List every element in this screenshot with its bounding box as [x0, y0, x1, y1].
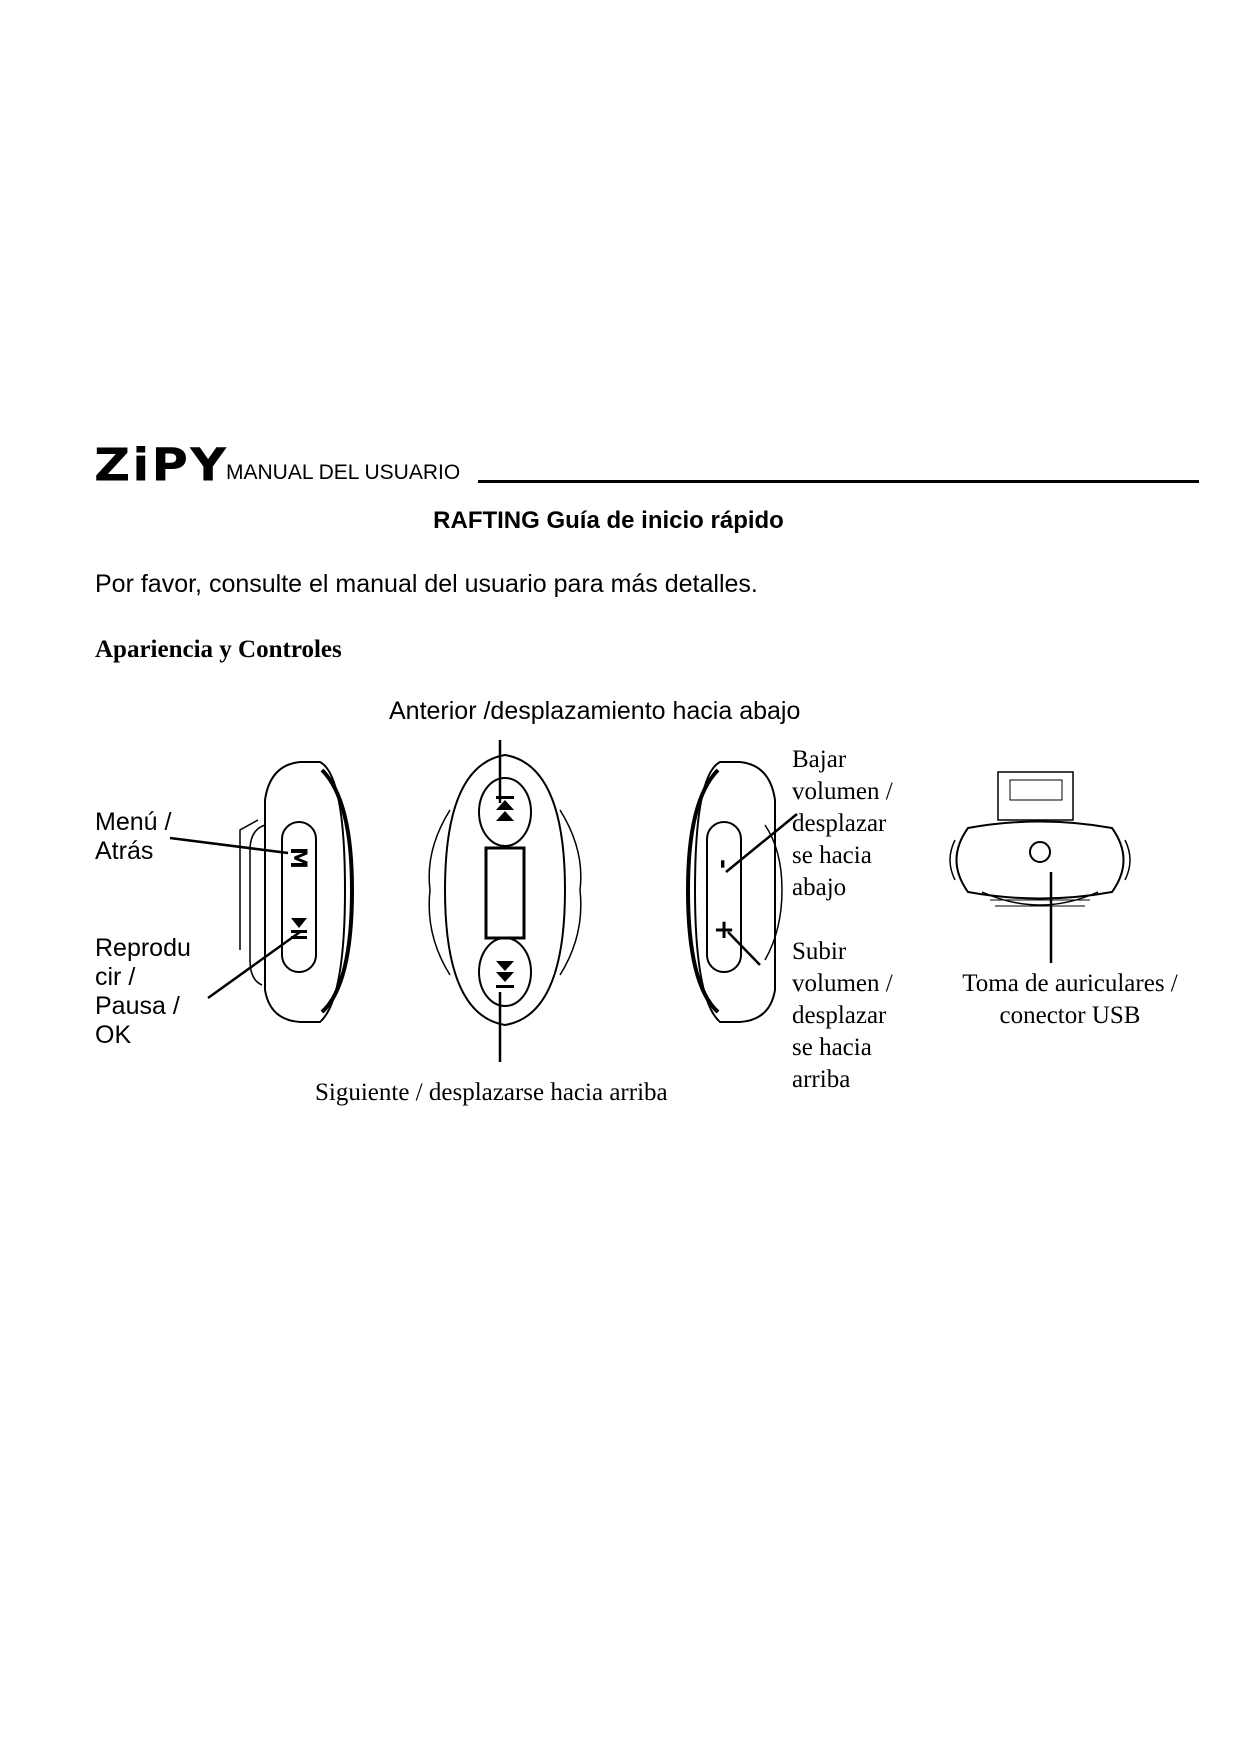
volume-minus-icon: - — [710, 859, 738, 869]
front-view — [429, 755, 581, 1025]
label-bajar-line: Bajar — [792, 746, 847, 773]
next-icon — [496, 961, 514, 988]
label-bajar-line: abajo — [792, 874, 847, 901]
left-side-view — [240, 762, 352, 1022]
label-siguiente: Siguiente / desplazarse hacia arriba — [315, 1079, 668, 1106]
label-toma-line: conector USB — [999, 1002, 1141, 1029]
leader-lines — [170, 740, 1051, 1062]
label-subir-line: arriba — [792, 1066, 851, 1093]
label-play-line: Pausa / — [95, 992, 180, 1020]
leader-subir — [728, 932, 760, 965]
previous-icon — [496, 796, 514, 821]
intro-text: Por favor, consulte el manual del usuario para más detalles. — [95, 570, 758, 598]
leader-bajar — [726, 814, 797, 872]
section-title: Apariencia y Controles — [95, 636, 342, 663]
label-play-line: cir / — [95, 963, 136, 991]
label-bajar-line: volumen / — [792, 778, 893, 805]
label-subir-line: Subir — [792, 938, 847, 965]
right-side-view — [688, 762, 782, 1022]
label-menu-line: Menú / — [95, 808, 172, 836]
label-toma-line: Toma de auriculares / — [962, 970, 1178, 997]
page-title-text: RAFTING Guía de inicio rápido — [433, 507, 784, 534]
menu-m-icon: M — [285, 847, 310, 869]
label-subir-line: volumen / — [792, 970, 893, 997]
label-play-line: OK — [95, 1021, 132, 1049]
label-anterior: Anterior /desplazamiento hacia abajo — [389, 697, 801, 725]
device-diagram — [0, 680, 1241, 1140]
label-subir-line: se hacia — [792, 1034, 872, 1061]
bottom-view — [950, 772, 1130, 906]
label-play-line: Reprodu — [95, 934, 191, 962]
leader-menu — [170, 838, 288, 853]
page-title — [0, 507, 1241, 535]
manual-label: MANUAL DEL USUARIO — [226, 461, 461, 484]
volume-plus-icon: + — [713, 915, 735, 945]
label-bajar-line: desplazar — [792, 810, 887, 837]
label-bajar-line: se hacia — [792, 842, 872, 869]
header-rule — [478, 480, 1199, 483]
label-menu-line: Atrás — [95, 837, 154, 865]
label-subir-line: desplazar — [792, 1002, 887, 1029]
zipy-logo: ZiPY — [94, 438, 229, 492]
